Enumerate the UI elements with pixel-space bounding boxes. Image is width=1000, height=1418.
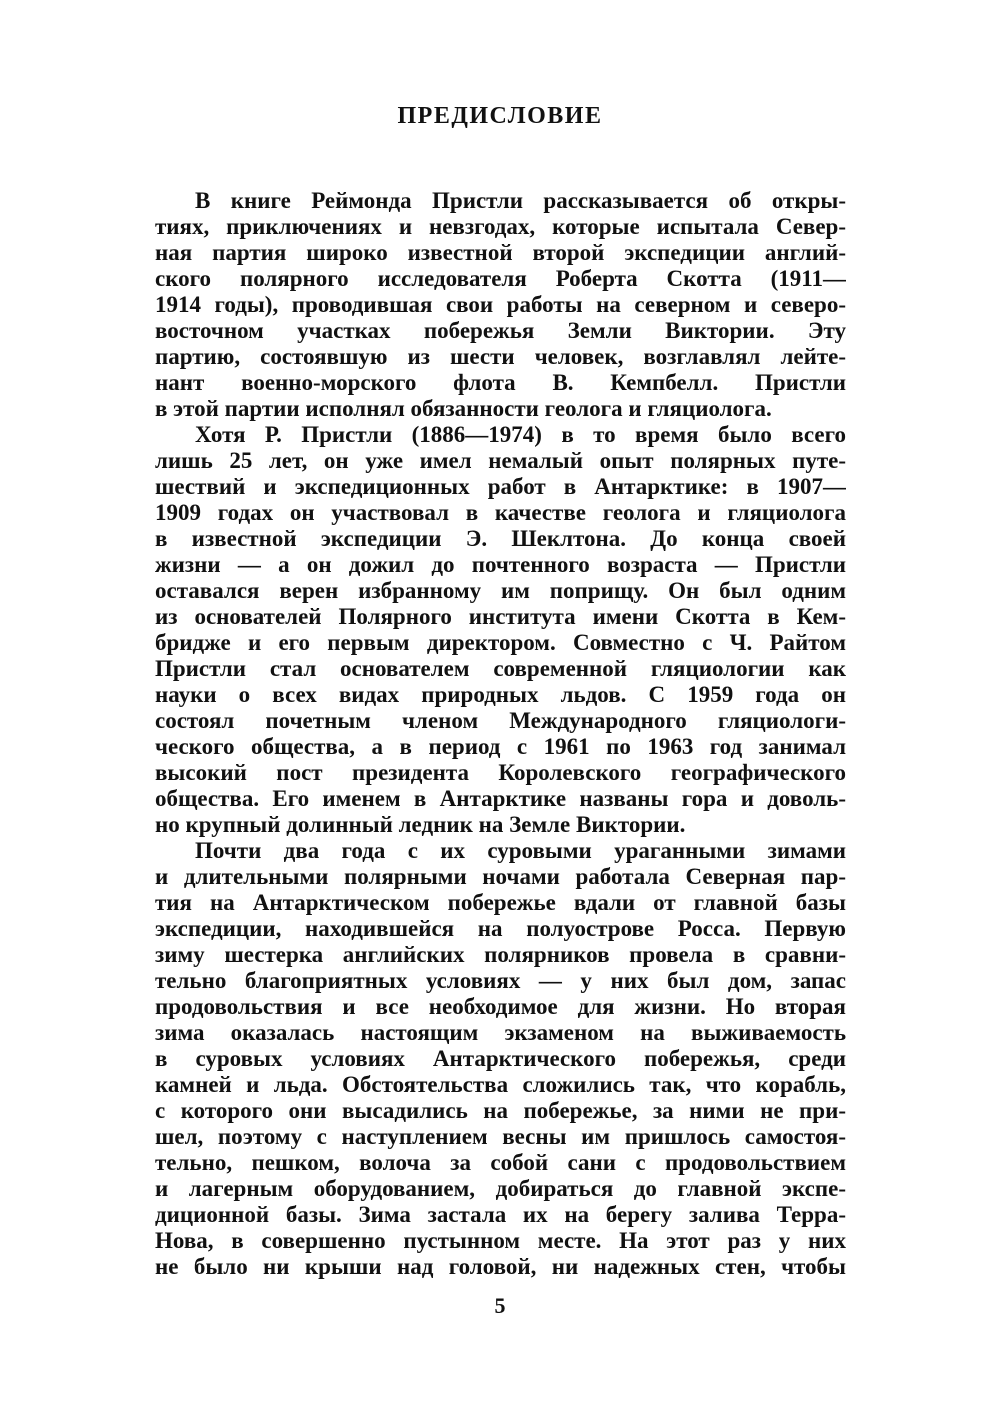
text-line: 1909 годах он участвовал в качестве геолога и гляциолога [155, 500, 846, 525]
text-line: зиму шестерка английских полярников провела в сравни- [155, 942, 846, 967]
text-line: не было ни крыши над головой, ни надежных стен, чтобы [155, 1254, 846, 1279]
text-line: в этой партии исполнял обязанности геолога и гляциолога. [155, 396, 772, 421]
text-line: и лагерным оборудованием, добираться до главной экспе- [155, 1176, 846, 1201]
text-line: шел, поэтому с наступлением весны им пришлось самостоя- [155, 1124, 846, 1149]
text-line: оставался верен избранному им поприщу. Он был одним [155, 578, 846, 603]
text-line: тельно, пешком, волоча за собой сани с продовольствием [155, 1150, 846, 1175]
text-line: общества. Его именем в Антарктике названы гора и доволь- [155, 786, 846, 811]
text-line: нант военно-морского флота В. Кемпбелл. Пристли [155, 370, 846, 395]
page-title: ПРЕДИСЛОВИЕ [397, 103, 603, 129]
text-line: с которого они высадились на побережье, за ними не при- [155, 1098, 846, 1123]
page-number: 5 [494, 1293, 506, 1318]
text-line: и длительными полярными ночами работала Северная пар- [155, 864, 846, 889]
text-line: ского полярного исследователя Роберта Скотта (1911— [155, 266, 846, 291]
text-line: восточном участках побережья Земли Виктории. Эту [155, 318, 846, 343]
text-line: зима оказалась настоящим экзаменом на выживаемость [155, 1020, 846, 1045]
text-line: тия на Антарктическом побережье вдали от главной базы [155, 890, 846, 915]
text-line: лишь 25 лет, он уже имел немалый опыт полярных путе- [155, 448, 846, 473]
text-line: продовольствия и все необходимое для жизни. Но вторая [155, 994, 846, 1019]
text-line: в известной экспедиции Э. Шеклтона. До конца своей [155, 526, 846, 551]
text-line: камней и льда. Обстоятельства сложились так, что корабль, [155, 1072, 846, 1097]
text-line: в суровых условиях Антарктического побережья, среди [155, 1046, 846, 1071]
text-line: Хотя Р. Пристли (1886—1974) в то время было всего [195, 422, 846, 447]
text-line: бридже и его первым директором. Совместно с Ч. Райтом [155, 630, 846, 655]
text-line: жизни — а он дожил до почтенного возраста — Пристли [155, 552, 846, 577]
text-line: Нова, в совершенно пустынном месте. На этот раз у них [155, 1228, 846, 1253]
text-line: тиях, приключениях и невзгодах, которые испытала Север- [155, 214, 846, 239]
text-line: партию, состоявшую из шести человек, возглавлял лейте- [155, 344, 846, 369]
text-line: 1914 годы), проводившая свои работы на северном и северо- [155, 292, 846, 317]
text-line: состоял почетным членом Международного гляциологи- [155, 708, 846, 733]
text-line: экспедиции, находившейся на полуострове Росса. Первую [155, 916, 846, 941]
text-line: шествий и экспедиционных работ в Антарктике: в 1907— [155, 474, 846, 499]
text-line: ческого общества, а в период с 1961 по 1963 год занимал [155, 734, 846, 759]
text-line: В книге Реймонда Пристли рассказывается об откры- [195, 188, 846, 213]
text-line: ная партия широко известной второй экспедиции англий- [155, 240, 846, 265]
text-line: диционной базы. Зима застала их на берегу залива Терра- [155, 1202, 846, 1227]
text-line: Почти два года с их суровыми ураганными зимами [195, 838, 846, 863]
text-line: из основателей Полярного института имени Скотта в Кем- [155, 604, 846, 629]
text-line: тельно благоприятных условиях — у них был дом, запас [155, 968, 846, 993]
text-line: Пристли стал основателем современной гляциологии как [155, 656, 846, 681]
text-line: но крупный долинный ледник на Земле Виктории. [155, 812, 686, 837]
text-line: науки о всех видах природных льдов. С 1959 года он [155, 682, 846, 707]
text-line: высокий пост президента Королевского географического [155, 760, 846, 785]
